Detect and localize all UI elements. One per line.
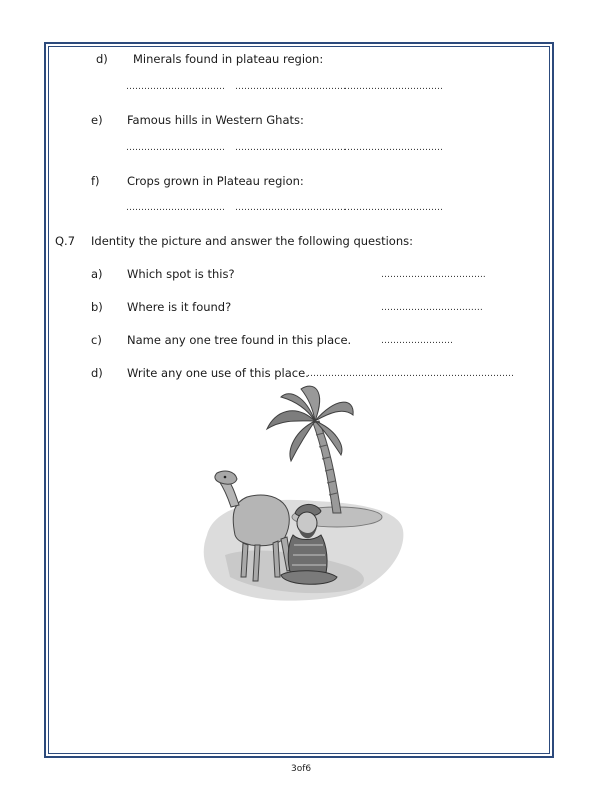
q7-d-question: Write any one use of this place.: [127, 366, 309, 380]
q7-c-label: c): [91, 333, 102, 347]
q7-a-question: Which spot is this?: [127, 267, 235, 281]
page-number: 3of6: [291, 764, 312, 774]
q6-e-answer-blank-2[interactable]: ……………………………….: [235, 143, 346, 153]
q7-c-question: Name any one tree found in this place.: [127, 333, 352, 347]
q6-d-label: d): [96, 52, 108, 66]
q7-a-answer-blank[interactable]: ……………………………..: [381, 270, 486, 280]
q7-prompt: Identity the picture and answer the following questions:: [91, 234, 413, 248]
q6-d-answer-blank-3[interactable]: ……………………………: [344, 82, 443, 92]
q6-f-label: f): [91, 174, 100, 188]
q7-d-answer-blank[interactable]: ……………………………………………………………: [307, 369, 514, 379]
q7-b-question: Where is it found?: [127, 300, 232, 314]
q6-e-answer-blank-3[interactable]: ……………………………: [344, 143, 443, 153]
q6-d-answer-blank-1[interactable]: ……………………………: [126, 82, 225, 92]
q6-d-question: Minerals found in plateau region:: [133, 52, 324, 66]
oasis-illustration: [195, 385, 410, 610]
q6-e-answer-blank-1[interactable]: ……………………………: [126, 143, 225, 153]
q6-e-label: e): [91, 113, 103, 127]
q6-f-answer-blank-1[interactable]: ……………………………: [126, 203, 225, 213]
q7-b-label: b): [91, 300, 103, 314]
q7-b-answer-blank[interactable]: ……………………….……: [381, 303, 483, 313]
q6-f-question: Crops grown in Plateau region:: [127, 174, 304, 188]
q7-a-label: a): [91, 267, 103, 281]
q7-c-answer-blank[interactable]: ……………………: [381, 336, 453, 346]
q6-e-question: Famous hills in Western Ghats:: [127, 113, 304, 127]
q6-d-answer-blank-2[interactable]: ……………………………….: [235, 82, 346, 92]
q6-f-answer-blank-2[interactable]: ……………………………….: [235, 203, 346, 213]
q7-d-label: d): [91, 366, 103, 380]
q7-number: Q.7: [55, 234, 76, 248]
q6-f-answer-blank-3[interactable]: ……………………………: [344, 203, 443, 213]
